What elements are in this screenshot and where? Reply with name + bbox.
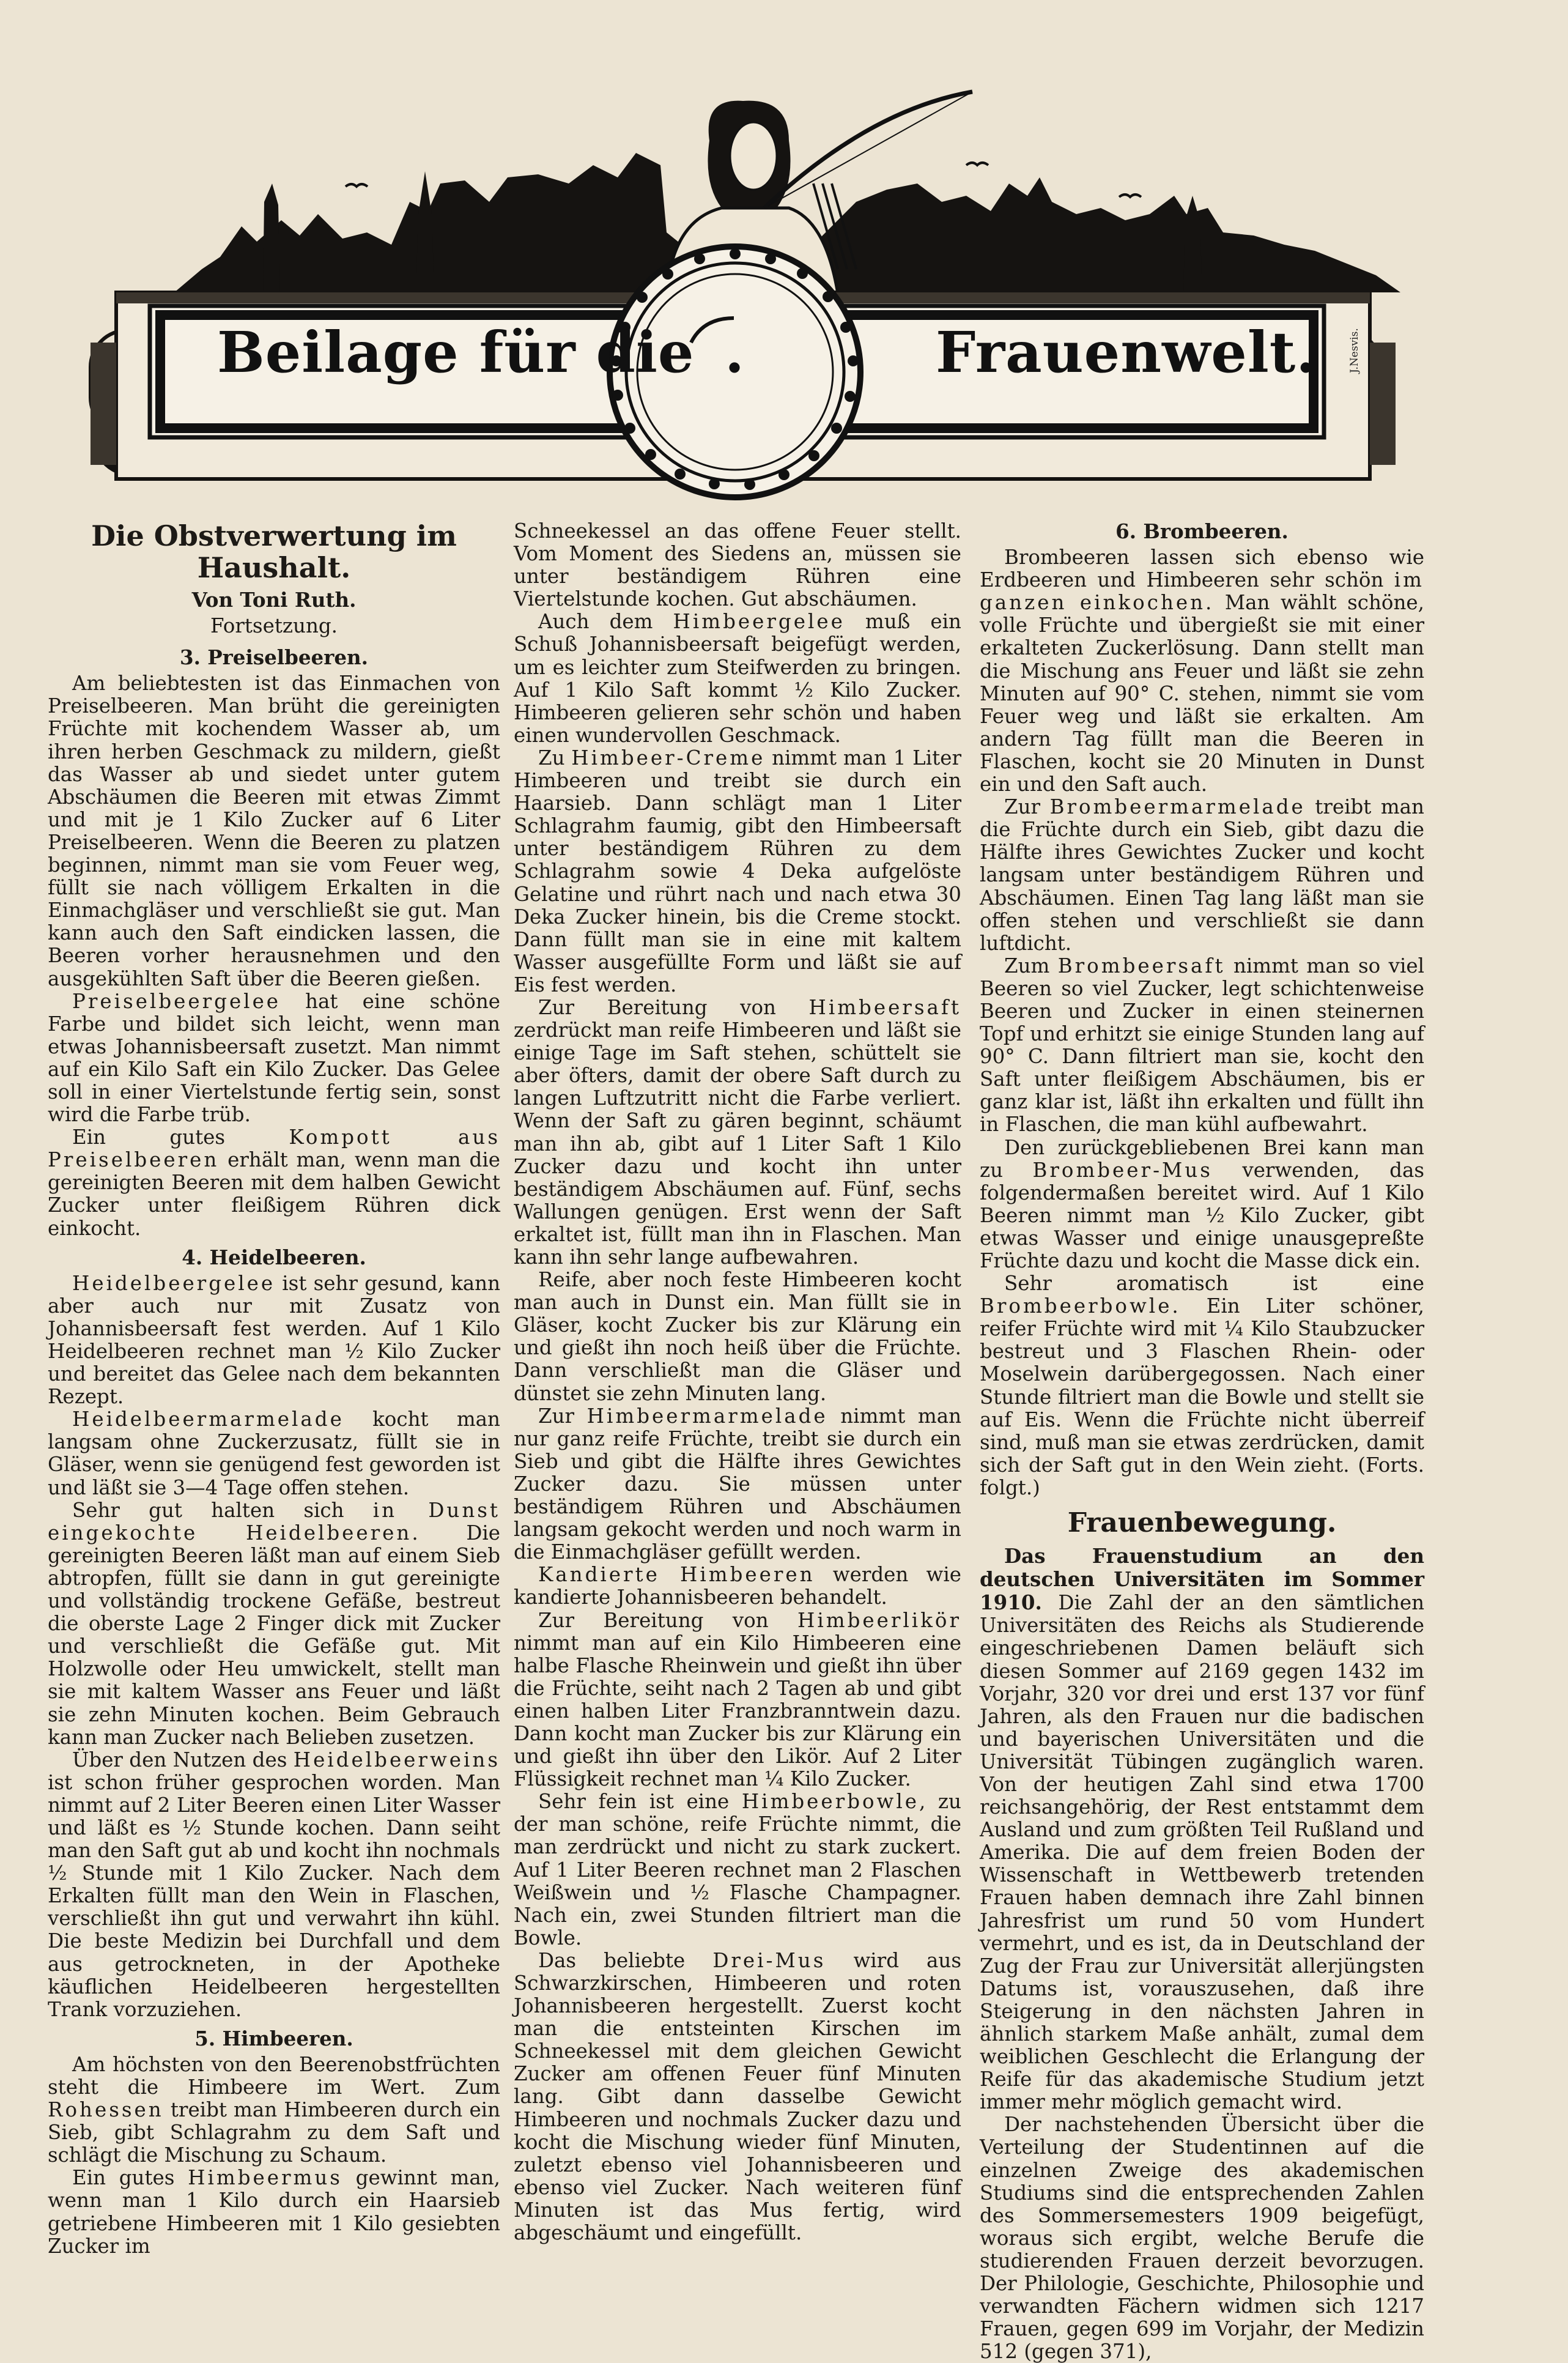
paragraph-text: Ein Liter schöner, reifer Früchte wird mit ¼ Kilo Staubzucker bestreut und 3 Flaschen Rhein- oder Moselwein darübergegossen. Nach einer Stunde filtriert man die Bowle und stellt sie auf Eis. Wenn die Früchte nicht überreif sind, muß man sie etwas zerdrücken, damit sich der Saft gut in den Wein zieht. (Forts. folgt.) (980, 1294, 1424, 1499)
paragraph (48, 1408, 500, 1499)
paragraph-text: Sehr fein ist eine (538, 1790, 742, 1814)
paragraph (980, 796, 1424, 955)
paragraph (48, 1272, 500, 1409)
paragraph (514, 1609, 961, 1791)
paragraph (48, 1126, 500, 1239)
paragraph-text: Das beliebte (538, 1948, 713, 1972)
paragraph-text: Die gereinigten Beeren läßt man auf einem Sieb abtropfen, füllt sie dann in gut gereinigte und vollständig trockene Gefäße, bestreut die oberste Lage 2 Finger dick mit Zucker und verschließt die Gefäße gut. Mit Holzwolle oder Heu umwickelt, stellt man sie mit kaltem Wasser ans Feuer und läßt sie zehn Minuten kochen. Beim Gebrauch kann man Zucker nach Belieben zusetzen. (48, 1521, 500, 1749)
banner-title-right: Frauenwelt. (936, 319, 1317, 385)
paragraph (980, 1137, 1424, 1273)
spaced-term: Brombeermarmelade (1049, 795, 1306, 819)
paragraph-text: Ein gutes (72, 1126, 289, 1149)
paragraph (514, 1949, 961, 2244)
paragraph-text: treibt man Himbeeren durch ein Sieb, gibt Schlagrahm zu dem Saft und schlägt die Mischung zu Schaum. (48, 2098, 500, 2167)
paragraph-text: Zur Bereitung von (538, 995, 809, 1019)
continued-note: Fortsetzung. (210, 614, 338, 638)
paragraph: Am beliebtesten ist das Einmachen von Preiselbeeren. Man brüht die gereinigten Früchte mit kochendem Wasser ab, um ihren herben Geschmack zu mildern, gießt das Wasser ab und siedet unter gutem Abschäumen die Beeren mit etwas Zimmt und mit je 1 Kilo Zucker auf 6 Liter Preiselbeeren. Wenn die Beeren zu platzen beginnen, nimmt man sie vom Feuer weg, füllt sie nach völligem Erkalten in die Einmachgläser und verschließt sie gut. Man kann auch den Saft eindicken lassen, die Beeren vorher herausnehmen und den ausgekühlten Saft über die Beeren gießen. (48, 672, 500, 990)
paragraph (514, 1564, 961, 1609)
spaced-term: Brombeerbowle. (980, 1294, 1181, 1318)
bird-icon (1119, 195, 1141, 197)
paragraph-text: Zur (538, 1404, 587, 1428)
spaced-term: im ganzen einkochen. (980, 568, 1424, 615)
paragraph (980, 546, 1424, 796)
paragraph-text: wird aus Schwarzkirschen, Himbeeren und roten Johannisbeeren hergestellt. Zuerst kocht man die entsteinten Kirschen im Schneekessel mit dem gleichen Gewicht Zucker am offenen Feuer fünf Minuten lang. Gibt dann dasselbe Gewicht Himbeeren und nochmals Zucker dazu und kocht die Mischung wieder fünf Minuten, zuletzt ebenso viel Johannisbeeren und ebenso viel Zucker. Nach weiteren fünf Minuten ist das Mus fertig, wird abgeschäumt und eingefüllt. (514, 1948, 962, 2245)
paragraph-text: Die Zahl der an den sämtlichen Universitäten des Reichs als Studierende eingeschriebenen Damen beläuft sich diesen Sommer auf 2169 gegen 1432 im Vorjahr, 320 vor drei und erst 137 vor fünf Jahren, als den Frauen nur die badischen und bayerischen Universitäten und die Universität Tübingen zugänglich waren. Von der heutigen Zahl sind etwa 1700 reichsangehörig, der Rest entstammt dem Ausland und zum größten Teil Rußland und Amerika. Die auf dem freien Boden der Wissenschaft in Wettbewerb tretenden Frauen haben demnach ihre Zahl binnen Jahresfrist um rund 50 vom Hundert vermehrt, und es ist, da in Deutschland der Zug der Frau zur Universität allerjüngsten Datums ist, vorauszusehen, daß ihre Steigerung in den nächsten Jahren in ähnlich starkem Maße anhält, zumal dem weiblichen Geschlecht die Erlangung der Reife für das akademische Studium jetzt immer mehr möglich gemacht wird. (980, 1591, 1424, 2114)
paragraph (48, 2167, 500, 2257)
banner-title-dot: . (725, 319, 745, 385)
paragraph-text: Zum (1004, 954, 1058, 977)
lead-heading: Das Frauenstudium an den deutschen Universitäten im Sommer 1910. (980, 1544, 1424, 1615)
bird-icon (966, 163, 988, 165)
spaced-term: Himbeerbowle (741, 1790, 920, 1814)
paragraph (980, 1272, 1424, 1499)
paragraph-text: Zur (1004, 795, 1050, 819)
spaced-term: Heidelbeermarmelade (72, 1408, 344, 1431)
paragraph-text: Man wählt schöne, volle Früchte und übergießt sie mit einer erkalteten Zuckerlösung. Dann stellt man die Mischung ans Feuer und läßt sie zehn Minuten auf 90° C. stehen, nimmt sie vom Feuer weg und läßt sie erkalten. Am andern Tag füllt man die Beeren in Flaschen, kocht sie 20 Minuten in Dunst ein und den Saft auch. (980, 591, 1424, 796)
paragraph-text: Auch dem (538, 610, 673, 634)
paragraph-text: Sehr gut halten sich (72, 1498, 373, 1522)
paragraph (48, 1499, 500, 1749)
artist-signature: J.Nesvis. (1348, 328, 1361, 373)
spaced-term: Himbeerlikör (797, 1608, 961, 1632)
bird-icon (346, 184, 368, 187)
paragraph-text: verwenden, das folgendermaßen bereitet wird. Auf 1 Kilo Beeren nimmt man ½ Kilo Zucker, gibt etwas Wasser und einige unausgepreßte Früchte dazu und kocht die Masse dick ein. (980, 1158, 1424, 1272)
spaced-term: Preiselbeergelee (72, 989, 281, 1013)
paragraph-text: Den zurückgebliebenen Brei kann man zu (980, 1135, 1424, 1182)
spaced-term: Himbeermarmelade (586, 1404, 828, 1428)
spaced-term: Brombeersaft (1057, 954, 1226, 977)
spaced-term: Kompott aus Preiselbeeren (48, 1126, 500, 1172)
paragraph-text: Zur Bereitung von (538, 1608, 798, 1632)
spaced-term: Kandierte Himbeeren (538, 1563, 815, 1587)
section-heading: 4. Heidelbeeren. (182, 1245, 366, 1269)
paragraph-text: Ein gutes (72, 2166, 188, 2190)
article-title: Die Obstverwertung im Haushalt. (91, 519, 457, 584)
paragraph-text: Zu (538, 746, 572, 770)
paragraph-text: nimmt man so viel Beeren so viel Zucker, legt schichtenweise Beeren und Zucker in einen steinernen Topf und erhitzt sie einige Stunden lang auf 90° C. Dann filtriert man sie, kocht den Saft unter fleißigem Abschäumen, bis er ganz klar ist, läßt ihn erkalten und füllt ihn in Flaschen, die man kühl aufbewahrt. (980, 954, 1424, 1137)
paragraph-text: ist schon früher gesprochen worden. Man nimmt auf 2 Liter Beeren einen Liter Wasser und läßt es ½ Stunde kochen. Dann seiht man den Saft gut ab und kocht ihn nochmals ½ Stunde mit 1 Kilo Zucker. Nach dem Erkalten füllt man den Wein in Flaschen, verschließt ihn gut und verwahrt ihn kühl. Die beste Medizin bei Durchfall und dem aus getrockneten, in der Apotheke käuflichen Heidelbeeren hergestellten Trank vorzuziehen. (48, 1770, 500, 2021)
paragraph-text: hat eine schöne Farbe und bildet sich leicht, wenn man etwas Johannisbeersaft zusetzt. Man nimmt auf ein Kilo Saft ein Kilo Zucker. Das Gelee soll in einer Viertelstunde fertig sein, sonst wird die Farbe trüb. (48, 989, 500, 1127)
masthead-illustration (0, 0, 1568, 520)
paragraph-text: Sehr aromatisch ist eine (1004, 1272, 1424, 1296)
paragraph (48, 2053, 500, 2167)
section-heading: 5. Himbeeren. (194, 2026, 353, 2050)
paragraph (514, 996, 961, 1269)
byline: Von Toni Ruth. (191, 588, 357, 612)
paragraph-text: zerdrückt man reife Himbeeren und läßt sie einige Tage im Saft stehen, schüttelt sie aber öfters, damit der obere Saft durch zu langen Luftzutritt nicht die Farbe verliert. Wenn der Saft zu gären beginnt, schäumt man ihn ab, gibt auf 1 Liter Saft 1 Kilo Zucker dazu und kocht ihn unter beständigem Abschäumen auf. Fünf, sechs Wallungen genügen. Erst wenn der Saft erkaltet ist, füllt man ihn in Flaschen. Man kann ihn sehr lange aufbewahren. (514, 1018, 961, 1269)
paragraph-text: nimmt man auf ein Kilo Himbeeren eine halbe Flasche Rheinwein und gießt ihn über die Früchte, seiht nach 2 Tagen ab und gibt einen halben Liter Franzbranntwein dazu. Dann kocht man Zucker bis zur Klärung ein und gießt ihn über den Likör. Auf 2 Liter Flüssigkeit rechnet man ¼ Kilo Zucker. (514, 1631, 961, 1791)
paragraph-text: gewinnt man, wenn man 1 Kilo durch ein Haarsieb getriebene Himbeeren mit 1 Kilo gesiebten Zucker im (48, 2166, 501, 2258)
spaced-term: Himbeermus (188, 2166, 342, 2190)
column-2 (514, 520, 961, 2244)
paragraph-text: ist sehr gesund, kann aber auch nur mit Zusatz von Johannisbeersaft fest werden. Auf 1 Kilo Heidelbeeren rechnet man ½ Kilo Zucker und bereitet das Gelee nach dem bekannten Rezept. (48, 1271, 500, 1409)
paragraph (48, 990, 500, 1127)
spaced-term: Brombeer-Mus (1032, 1158, 1213, 1182)
paragraph (514, 1405, 961, 1564)
paragraph: Der nachstehenden Übersicht über die Verteilung der Studentinnen auf die einzelnen Zweige des akademischen Studiums sind die entsprechenden Zahlen des Sommersemesters 1909 beigefügt, woraus sich ergibt, welche Berufe die studierenden Frauen derzeit bevorzugen. Der Philologie, Geschichte, Philosophie und verwandten Fächern widmen sich 1217 Frauen, gegen 699 im Vorjahr, der Medizin 512 (gegen 371), (980, 2113, 1424, 2363)
paragraph (514, 610, 961, 747)
paragraph (48, 1749, 500, 2021)
spaced-term: Himbeergelee (673, 610, 845, 634)
paragraph-text: Über den Nutzen des (72, 1748, 294, 1771)
paragraph-text: erhält man, wenn man die gereinigten Beeren mit dem halben Gewicht Zucker unter fleißigem Rühren dick einkocht. (48, 1148, 500, 1240)
spaced-term: Heidelbeergelee (72, 1271, 276, 1295)
section-heading: 6. Brombeeren. (1115, 519, 1289, 543)
paragraph-text: nimmt man 1 Liter Himbeeren und treibt sie durch ein Haarsieb. Dann schlägt man 1 Liter Schlagrahm faumig, gibt den Himbeersaft unter beständigem Rühren zu dem Schlagrahm sowie 4 Deka aufgelöste Gelatine und rührt nach und nach etwa 30 Deka Zucker hinein, bis die Creme stockt. Dann füllt man sie in eine mit kaltem Wasser ausgefüllte Form und läßt sie auf Eis fest werden. (514, 746, 961, 996)
paragraph: Schneekessel an das offene Feuer stellt. Vom Moment des Siedens an, müssen sie unter beständigem Rühren eine Viertelstunde kochen. Gut abschäumen. (514, 519, 961, 611)
column-3 (980, 520, 1424, 2363)
paragraph (514, 747, 961, 996)
paragraph: Reife, aber noch feste Himbeeren kocht man auch in Dunst ein. Man füllt sie in Gläser, kocht Zucker bis zur Klärung ein und gießt ihn noch heiß über die Früchte. Dann verschließt man die Gläser und dünstet sie zehn Minuten lang. (514, 1268, 961, 1405)
spaced-term: Heidelbeerweins (293, 1748, 500, 1771)
paragraph-text: , zu der man schöne, reife Früchte nimmt, die man zerdrückt und nicht zu stark zuckert. Auf 1 Liter Beeren rechnet man 2 Flaschen Weißwein und ½ Flasche Champagner. Nach ein, zwei Stunden filtriert man die Bowle. (514, 1790, 961, 1949)
paragraph-text: werden wie kandierte Johannisbeeren behandelt. (514, 1563, 961, 1609)
paragraph (980, 955, 1424, 1137)
section-heading: 3. Preiselbeeren. (180, 645, 368, 670)
paragraph-text: nimmt man nur ganz reife Früchte, treibt sie durch ein Sieb und gibt die Hälfte ihres Gewichtes Zucker dazu. Sie müssen unter beständigem Rühren und Abschäumen langsam gekocht werden und noch warm in die Einmachgläser gefüllt werden. (514, 1404, 961, 1564)
banner-title-left: Beilage für die (217, 319, 695, 385)
paragraph (514, 1790, 961, 1949)
paragraph-text: muß ein Schuß Johannisbeersaft beigefügt werden, um es leichter zum Steifwerden zu bringen. Auf 1 Kilo Saft kommt ½ Kilo Zucker. Himbeeren gelieren sehr schön und haben einen wundervollen Geschmack. (514, 610, 961, 747)
masthead (0, 0, 1568, 520)
spaced-term: in Dunst eingekochte Heidelbeeren. (48, 1498, 500, 1545)
column-1 (48, 520, 500, 2258)
section-title: Frauenbewegung. (1067, 1507, 1337, 1539)
spaced-term: Himbeer-Creme (571, 746, 766, 770)
paragraph-text: treibt man die Früchte durch ein Sieb, gibt dazu die Hälfte ihres Gewichtes Zucker und kocht langsam unter beständigem Rühren und Abschäumen. Einen Tag lang läßt man sie offen stehen und verschließt sie dann luftdicht. (980, 795, 1424, 955)
paragraph-text: Am höchsten von den Beerenobstfrüchten steht die Himbeere im Wert. Zum (48, 2052, 500, 2099)
paragraph (980, 1545, 1424, 2113)
paragraph-text: kocht man langsam ohne Zuckerzusatz, füllt sie in Gläser, wenn sie genügend fest geworden ist und läßt sie 3—4 Tage offen stehen. (48, 1408, 500, 1499)
spaced-term: Rohessen (48, 2098, 164, 2122)
paragraph-text: Brombeeren lassen sich ebenso wie Erdbeeren und Himbeeren sehr schön (980, 546, 1424, 592)
spaced-term: Himbeersaft (808, 995, 961, 1019)
spaced-term: Drei-Mus (712, 1948, 826, 1972)
